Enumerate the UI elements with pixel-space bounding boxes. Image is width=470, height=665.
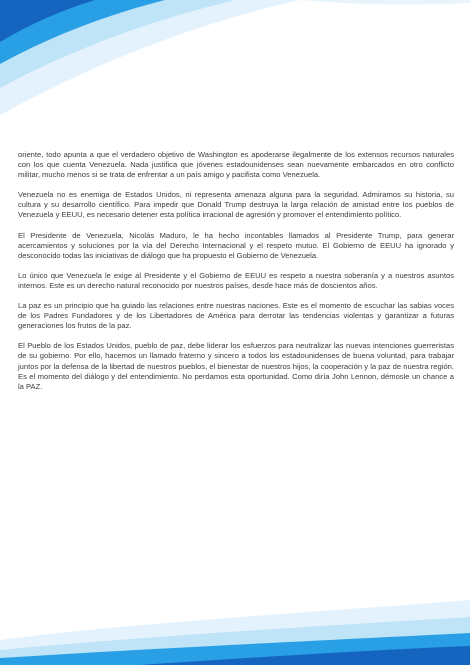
top-swoosh bbox=[0, 0, 470, 115]
paragraph: Lo único que Venezuela le exige al Presidente y el Gobierno de EEUU es respeto a nuestra soberanía y a nuestros asuntos internos. Este es un derecho natural reconocido por nuestros países, desde hace más de doscientos años. bbox=[18, 270, 454, 290]
paragraph: Venezuela no es enemiga de Estados Unidos, ni representa amenaza alguna para la seguridad. Admiramos su historia, su cultura y su desarrollo científico. Para impedir que Donald Trump destruya la larga relación de amistad entre los pueblos de Venezuela y EEUU, es necesario detener esta política irracional de agresión y promover el entendimiento político. bbox=[18, 190, 454, 220]
document-body bbox=[18, 150, 454, 402]
paragraph: oriente, todo apunta a que el verdadero objetivo de Washington es apoderarse ilegalmente de los extensos recursos naturales con los que cuenta Venezuela. Nada justifica que jóvenes estadounidenses sean nuevamente embarcados en otro conflicto militar, mucho menos si se trata de enfrentar a un país amigo y pacifista como Venezuela. bbox=[18, 150, 454, 180]
paragraph: La paz es un principio que ha guiado las relaciones entre nuestras naciones. Este es el momento de escuchar las sabias voces de los Padres Fundadores y de los Libertadores de América para derrotar las tendencias violentas y garantizar a futuras generaciones los frutos de la paz. bbox=[18, 301, 454, 331]
paragraph: El Pueblo de los Estados Unidos, pueblo de paz, debe liderar los esfuerzos para neutralizar las nuevas intenciones guerreristas de su gobierno. Por ello, hacemos un llamado fraterno y sincero a todos los estadounidenses de buena voluntad, para trabajar juntos por la defensa de la libertad de nuestros pueblos, el bienestar de nuestros hijos, la cooperación y la paz de nuestra región. Es el momento del diálogo y del entendimiento. No perdamos esta oportunidad. Como diría John Lennon, démosle un chance a la PAZ. bbox=[18, 341, 454, 391]
bottom-swoosh bbox=[0, 600, 470, 665]
paragraph: El Presidente de Venezuela, Nicolás Maduro, le ha hecho incontables llamados al Presidente Trump, para generar acercamientos y soluciones por la vía del Derecho Internacional y el respeto mutuo. El Gobierno de EEUU ha ignorado y desconocido todas las iniciativas de diálogo que ha propuesto el Gobierno de Venezuela. bbox=[18, 230, 454, 260]
